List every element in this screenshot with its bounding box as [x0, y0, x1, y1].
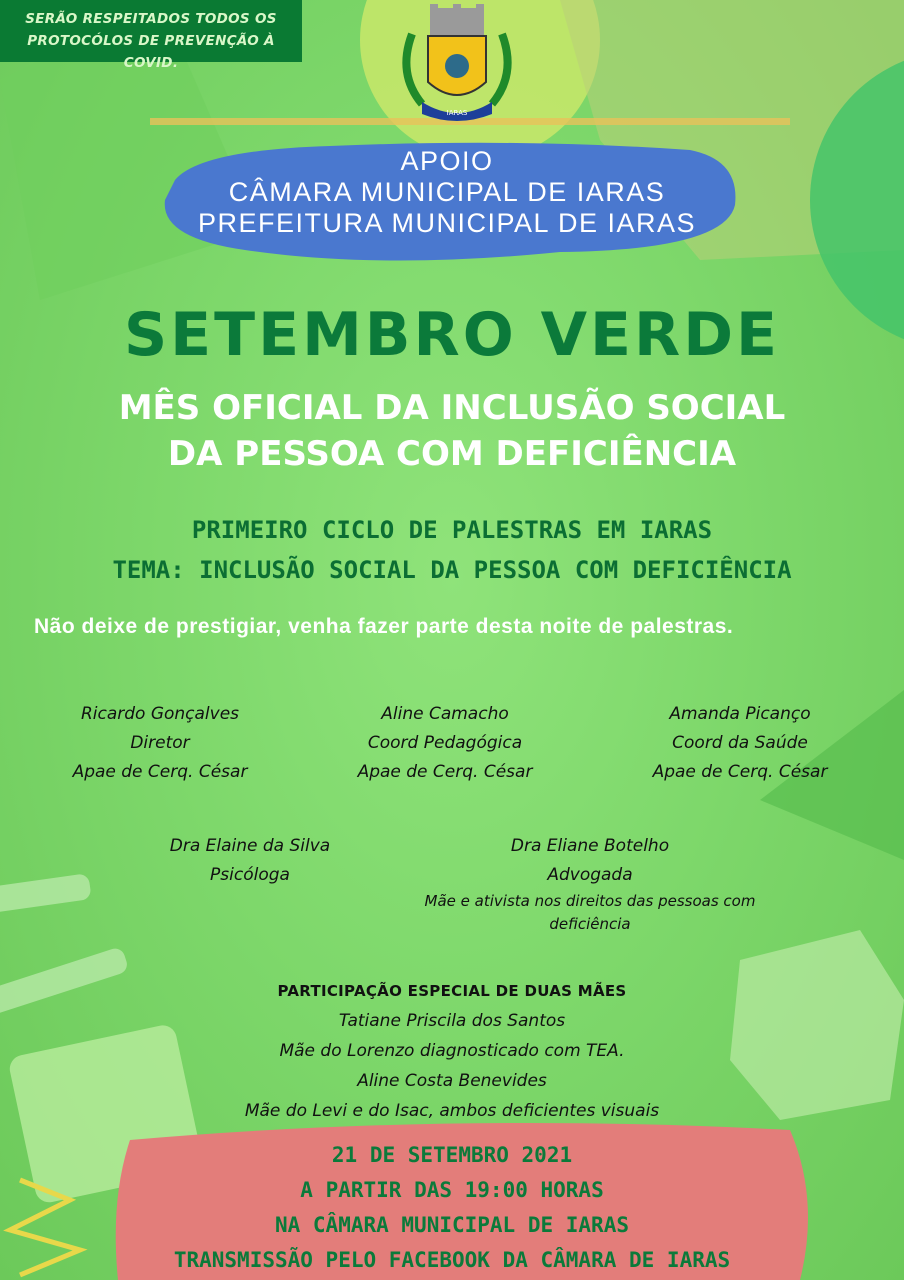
speaker-name: Ricardo Gonçalves [80, 704, 240, 724]
speaker-role: Coord Pedagógica [367, 733, 523, 753]
event-subtitle [0, 385, 904, 477]
speaker-name: Aline Camacho [381, 704, 509, 724]
speaker-amanda [630, 700, 850, 787]
participation-line: Tatiane Priscila dos Santos [338, 1011, 566, 1031]
speaker-eliane [400, 832, 780, 936]
participation-heading: PARTICIPAÇÃO ESPECIAL DE DUAS MÃES [277, 982, 627, 1000]
pen-shape-2 [0, 946, 129, 1017]
pen-shape [0, 873, 92, 914]
event-date: 21 DE SETEMBRO 2021 [331, 1143, 573, 1167]
ciclo-line-1: PRIMEIRO CICLO DE PALESTRAS EM IARAS [191, 516, 713, 544]
special-participation [150, 976, 754, 1126]
event-details [0, 1138, 904, 1278]
speaker-org: Apae de Cerq. César [72, 762, 248, 782]
crest-label: IARAS [446, 109, 468, 117]
speaker-ricardo [50, 700, 270, 787]
apoio-camara: CÂMARA MUNICIPAL DE IARAS [228, 177, 666, 207]
event-location: NA CÂMARA MUNICIPAL DE IARAS [274, 1213, 629, 1237]
event-broadcast: TRANSMISSÃO PELO FACEBOOK DA CÂMARA DE IARAS [173, 1248, 731, 1272]
speaker-role: Advogada [547, 865, 633, 885]
covid-protocol-notice [0, 0, 302, 71]
ciclo-theme: TEMA: INCLUSÃO SOCIAL DA PESSOA COM DEFICIÊNCIA [112, 556, 792, 584]
invitation-text: Não deixe de prestigiar, venha fazer parte desta noite de palestras. [34, 615, 734, 638]
covid-line-2: PROTOCÓLOS DE PREVENÇÃO À COVID. [27, 33, 275, 71]
event-title: SETEMBRO VERDE [123, 300, 781, 370]
speaker-role: Diretor [130, 733, 190, 753]
speaker-aline [335, 700, 555, 787]
participation-line: Mãe do Lorenzo diagnosticado com TEA. [279, 1041, 625, 1061]
apoio-prefeitura: PREFEITURA MUNICIPAL DE IARAS [197, 208, 697, 238]
speaker-org: Apae de Cerq. César [357, 762, 533, 782]
speaker-note-line-1: Mãe e ativista nos direitos das pessoas com [424, 892, 756, 910]
speaker-org: Apae de Cerq. César [652, 762, 828, 782]
sharpener-shape [730, 930, 904, 1120]
speaker-name: Amanda Picanço [669, 704, 811, 724]
apoio-heading: APOIO [400, 146, 494, 176]
ciclo-section [0, 510, 904, 590]
speaker-role: Coord da Saúde [672, 733, 808, 753]
speaker-name: Dra Eliane Botelho [510, 836, 670, 856]
covid-line-1: SERÃO RESPEITADOS TODOS OS [25, 11, 277, 27]
speaker-role: Psicóloga [210, 865, 290, 885]
speaker-note-line-2: deficiência [549, 915, 631, 933]
apoio-section [162, 138, 732, 258]
subtitle-line-2: DA PESSOA COM DEFICIÊNCIA [167, 434, 737, 474]
participation-line: Mãe do Levi e do Isac, ambos deficientes visuais [244, 1101, 660, 1121]
speaker-name: Dra Elaine da Silva [169, 836, 331, 856]
event-time: A PARTIR DAS 19:00 HORAS [300, 1178, 604, 1202]
subtitle-line-1: MÊS OFICIAL DA INCLUSÃO SOCIAL [118, 388, 786, 428]
speaker-elaine [140, 832, 360, 890]
iaras-crest-icon [392, 4, 522, 126]
participation-line: Aline Costa Benevides [357, 1071, 547, 1091]
